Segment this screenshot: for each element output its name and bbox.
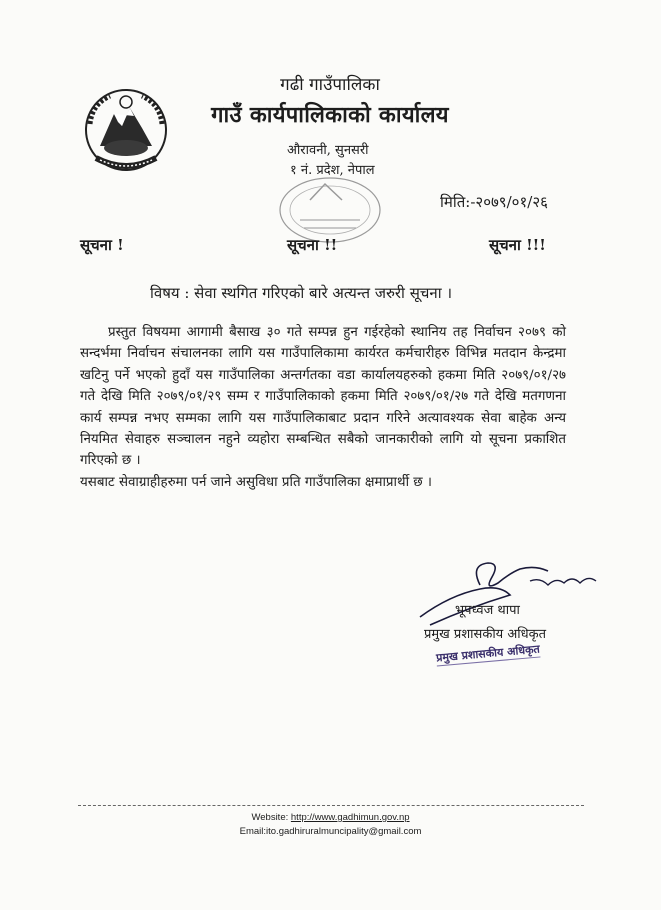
email-address[interactable]: ito.gadhiruralmuncipality@gmail.com [266, 826, 422, 837]
notice-heading-left: सूचना ! [80, 236, 124, 254]
footer-website [0, 812, 661, 823]
address-line1: औरावनी, सुनसरी [287, 143, 369, 158]
notice-heading-center: सूचना !! [287, 236, 338, 254]
website-label: Website: [251, 812, 289, 823]
body-paragraph-2: यसबाट सेवाग्राहीहरुमा पर्न जाने असुविधा प्रति गाउँपालिका क्षमाप्रार्थी छ । [80, 474, 433, 490]
municipality-name: गढी गाउँपालिका [280, 75, 380, 95]
notice-heading-right: सूचना !!! [489, 236, 546, 254]
office-name: गाउँ कार्यपालिकाको कार्यालय [211, 102, 449, 128]
notice-date: मिति:-२०७९/०१/२६ [440, 193, 548, 211]
email-label: Email: [239, 826, 267, 837]
footer-divider [78, 805, 584, 806]
signatory-title: प्रमुख प्रशासकीय अधिकृत [424, 627, 547, 642]
address-line2: १ नं. प्रदेश, नेपाल [290, 163, 375, 178]
website-link[interactable]: http://www.gadhimun.gov.np [290, 812, 410, 823]
body-paragraph-1: प्रस्तुत विषयमा आगामी बैसाख ३० गते सम्पन्न हुन गईरहेको स्थानिय तह निर्वाचन २०७९ को सन्दर्भमा निर्वाचन संचालनका लागि यस गाउँपालिकामा कार्यरत कर्मचारीहरु विभिन्न मतदान केन्द्रमा खटिनु पर्ने भएको हुदाँ यस गाउँपालिका अन्तर्गतका वडा कार्यालयहरुको हकमा मिति २०७९/०१/२७ गते देखि मिति २०७९/०१/२९ सम्म र गाउँपालिकाको हकमा मिति २०७९/०१/२७ गते देखि मतगणना कार्य सम्पन्न नभए सम्मका लागि यस गाउँपालिकाबाट प्रदान गरिने अत्यावश्यक सेवा बाहेक अन्य नियमित सेवाहरु सञ्चालन नहुने व्यहोरा सम्बन्धित सबैको जानकारीको लागि यो सूचना प्रकाशित गरिएको छ । [80, 325, 566, 469]
nepal-emblem-icon [80, 84, 172, 176]
notice-body [80, 322, 566, 493]
letterhead [200, 72, 460, 129]
signatory-name: भूपध्वज थापा [455, 603, 520, 618]
signatory-stamp: प्रमुख प्रशासकीय अधिकृत [435, 642, 541, 665]
notice-subject: विषय : सेवा स्थगित गरिएको बारे अत्यन्त जरुरी सूचना । [150, 284, 453, 302]
footer-email [0, 826, 661, 837]
